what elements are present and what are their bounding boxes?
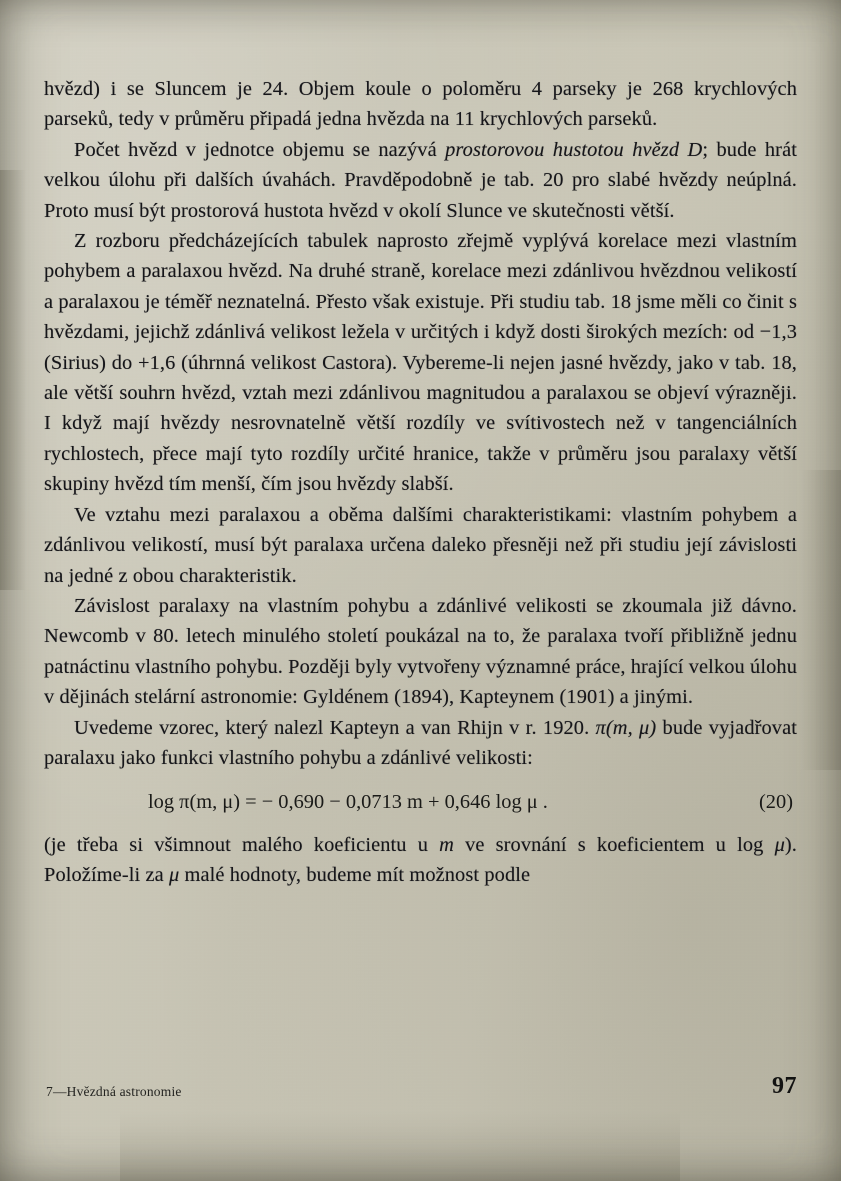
paragraph-7-italic-m: m [439,833,454,856]
page-number: 97 [772,1073,797,1099]
paragraph-2 [44,135,797,226]
paragraph-7 [44,830,797,891]
paragraph-2-segment-3: ; bude hrát velkou úlohu při dalších úvahách. Pravděpodobně je tab. 20 pro slabé hvězdy neúplná. Proto musí být prostorová hustota hvězd v okolí Slunce ve skutečnosti větší. [44,138,797,222]
paragraph-6 [44,713,797,774]
paragraph-7-segment-3: ve srovnání s koeficientem u log [453,833,775,856]
left-edge-smudge [0,170,26,590]
paragraph-7-italic-mu-1: μ [774,833,785,856]
paragraph-7-segment-1: (je třeba si všimnout malého koeficientu u [44,833,440,856]
paragraph-7-italic-mu-2: μ [168,864,180,887]
paragraph-1: hvězd) i se Sluncem je 24. Objem koule o poloměru 4 parseky je 268 krychlových parseků, tedy v průměru připadá jedna hvězda na 11 krychlových parseků. [44,78,797,131]
paragraph-6-segment-1: Uvedeme vzorec, který nalezl Kapteyn a van Rhijn v r. 1920. [74,716,596,739]
paragraph-7-segment-5: ). Položíme-li za [44,833,797,887]
bottom-smudge [120,1111,680,1181]
paragraph-3: Z rozboru předcházejících tabulek naprosto zřejmě vyplývá korelace mezi vlastním pohybem a paralaxou hvězd. Na druhé straně, korelace mezi zdánlivou hvězdnou velikostí a paralaxou je téměř neznatelná. Přesto však existuje. Při studiu tab. 18 jsme měli co činit s hvězdami, jejichž zdánlivá velikost ležela v určitých i když dosti širokých mezích: od −1,3 (Sirius) do +1,6 (úhrnná velikost Castora). Vybereme-li nejen jasné hvězdy, jako v tab. 18, ale větší souhrn hvězd, vztah mezi zdánlivou magnitudou a paralaxou se objeví výrazněji. I když mají hvězdy nesrovnatelně větší rozdíly ve svítivostech než v tangenciálních rychlostech, přece mají tyto rozdíly určité hranice, takže v průměru jsou paralaxy větší skupiny hvězd tím menší, čím jsou hvězdy slabší. [44,230,797,496]
paragraph-2-segment-1: Počet hvězd v jednotce objemu se nazývá [74,138,446,161]
paragraph-6-italic-symbol: π(m, μ) [595,716,657,739]
page-footer [46,1073,797,1100]
paragraph-2-italic-term: prostorovou hustotou hvězd D [445,138,703,161]
paragraph-5: Závislost paralaxy na vlastním pohybu a zdánlivé velikosti se zkoumala již dávno. Newcomb v 80. letech minulého století poukázal na to, že paralaxa tvoří přibližně jednu patnáctinu vlastního pohybu. Později byly vytvořeny významné práce, hrající velkou úlohu v dějinách stelární astronomie: Gyldénem (1894), Kapteynem (1901) a jinými. [44,594,797,709]
paragraph-7-segment-7: malé hodnoty, budeme mít možnost podle [179,864,531,887]
right-edge-smudge [801,470,841,770]
page-text-column [44,74,797,891]
paragraph-6-segment-3: bude vyjadřovat paralaxu jako funkci vlastního pohybu a zdánlivé velikosti: [44,716,798,769]
paragraph-4: Ve vztahu mezi paralaxou a oběma dalšími charakteristikami: vlastním pohybem a zdánlivou velikostí, musí být paralaxa určena daleko přesněji než při studiu její závislosti na jedné z obou charakteristik. [44,503,797,587]
equation-body: log π(m, μ) = − 0,690 − 0,0713 m + 0,646 log μ . [148,791,548,814]
equation-number: (20) [759,791,793,814]
equation-20 [44,773,797,829]
signature-mark: 7—Hvězdná astronomie [46,1084,182,1099]
